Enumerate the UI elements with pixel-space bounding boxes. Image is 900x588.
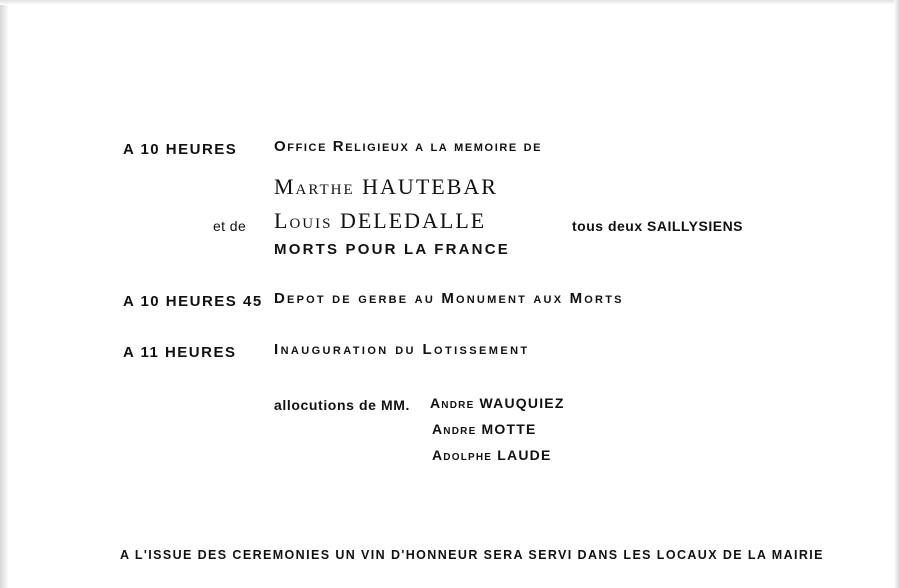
honoree-marthe: Marthe HAUTEBAR xyxy=(274,174,498,199)
speaker-wauquiez: Andre WAUQUIEZ xyxy=(430,395,565,411)
honoree-louis: Louis DELEDALLE xyxy=(274,208,487,233)
speeches-intro: allocutions de MM. xyxy=(274,397,411,413)
paper-top-edge xyxy=(0,0,900,5)
paper-left-edge xyxy=(0,0,9,588)
time-11h: A 11 HEURES xyxy=(123,344,237,361)
speaker-laude: Adolphe LAUDE xyxy=(432,447,552,463)
time-10h: A 10 HEURES xyxy=(123,141,238,158)
morts-pour-la-france: MORTS POUR LA FRANCE xyxy=(274,241,510,258)
speaker-motte: Andre MOTTE xyxy=(432,421,537,437)
time-10h45: A 10 HEURES 45 xyxy=(123,293,263,310)
event-office-religieux: Office Religieux a la memoire de xyxy=(274,138,543,155)
honoree-suffix: tous deux SAILLYSIENS xyxy=(572,218,744,234)
event-inauguration: Inauguration du Lotissement xyxy=(274,341,530,358)
honoree-connector: et de xyxy=(213,218,247,234)
paper-right-edge xyxy=(894,0,900,588)
event-depot-de-gerbe: Depot de gerbe au Monument aux Morts xyxy=(274,290,624,307)
footer-notice: A L'ISSUE DES CEREMONIES UN VIN D'HONNEUR SERA SERVI DANS LES LOCAUX DE LA MAIRIE xyxy=(120,548,824,562)
